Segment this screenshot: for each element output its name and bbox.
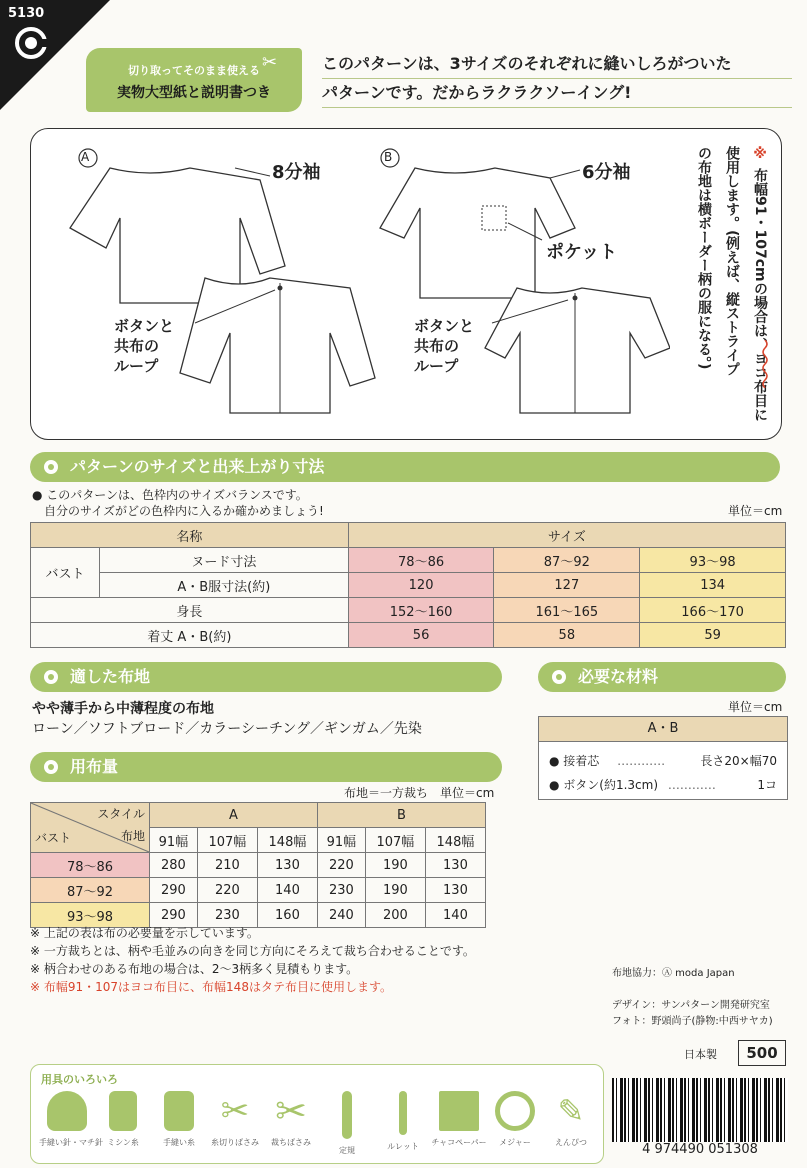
a-back-shirt	[180, 278, 375, 413]
intro-line-2: パターンです。だからラクラクソーイング!	[322, 79, 792, 108]
table-cell: 140	[425, 903, 485, 928]
table-cell: 130	[425, 853, 485, 878]
fabric-section-bar	[30, 662, 502, 692]
material-row	[539, 772, 787, 796]
garment-illustrations	[30, 128, 670, 438]
width-header: 148幅	[425, 828, 485, 853]
note-column-3: の布地は横ボーダー柄の服になる。)	[696, 146, 712, 370]
bullet-icon	[44, 760, 58, 774]
pincushion-icon	[47, 1091, 87, 1131]
table-header-size: サイズ	[348, 523, 785, 548]
scissors-icon: ✂	[262, 52, 278, 73]
chalk-paper-icon	[439, 1091, 479, 1131]
b-button-line-2: 共布の	[414, 337, 460, 355]
made-in-label: 日本製	[684, 1048, 717, 1061]
a-button-line-3: ループ	[114, 357, 159, 375]
table-cell: 190	[365, 853, 425, 878]
material-leader: …………	[617, 754, 666, 768]
wavy-underline-icon	[760, 340, 770, 388]
width-header: 107幅	[365, 828, 425, 853]
table-row	[31, 853, 486, 878]
fabric-grain-note	[676, 146, 776, 436]
a-sleeve-leader	[235, 168, 270, 176]
yardage-section-title: 用布量	[70, 757, 119, 776]
row-label: ヌード寸法	[100, 548, 349, 573]
table-cell: 161～165	[494, 598, 640, 623]
fabric-types: ローン／ソフトブロード／カラーシーチング／ギンガム／先染	[32, 721, 422, 737]
tool-ruler: 定規	[319, 1091, 375, 1156]
b-pocket-label: ポケット	[546, 242, 618, 263]
brand-logo-icon	[14, 26, 48, 60]
a-sleeve-label: 8分袖	[272, 162, 321, 183]
tool-pencil: ✎ えんぴつ	[543, 1091, 599, 1148]
row-label: A・B服寸法(約)	[100, 573, 349, 598]
table-cell: 160	[257, 903, 317, 928]
table-row	[31, 573, 786, 598]
table-cell: 58	[494, 623, 640, 648]
table-cell: 78～86	[348, 548, 494, 573]
table-cell: 210	[197, 853, 257, 878]
material-leader: …………	[667, 778, 716, 792]
size-section-title: パターンのサイズと出来上がり寸法	[70, 457, 325, 476]
tool-shears: ✂ 裁ちばさみ	[271, 1089, 311, 1147]
scissors-icon: ✂	[220, 1091, 250, 1131]
size-desc-1: ● このパターンは、色枠内のサイズバランスです。	[32, 488, 308, 502]
table-cell: 166～170	[640, 598, 786, 623]
barcode-digits: 4 974490 051308	[612, 1142, 788, 1157]
photo-credit: フォト：野頭尚子(静物:中西サヤカ)	[612, 1016, 773, 1027]
fabric-label: 布地	[120, 829, 145, 843]
b-button-line-1: ボタンと	[414, 317, 475, 335]
table-cell: 59	[640, 623, 786, 648]
bullet-icon	[552, 670, 566, 684]
table-cell: 190	[365, 878, 425, 903]
note-column-2: 使用します。(例えば、縦ストライプ	[724, 146, 740, 377]
table-cell: 240	[317, 903, 365, 928]
size-cell: 78～86	[31, 853, 150, 878]
size-table	[30, 522, 786, 648]
yardage-section-bar	[30, 752, 502, 782]
table-row	[31, 548, 786, 573]
b-marker: B	[384, 150, 393, 164]
a-marker: A	[81, 150, 90, 164]
note-column-1: 布幅91・107cmの場合は、ヨコ布目に	[752, 168, 768, 422]
material-name: ● ボタン(約1.3cm)	[549, 778, 659, 792]
shears-icon: ✂	[275, 1089, 307, 1133]
material-value: 1コ	[757, 778, 777, 792]
table-cell: 130	[257, 853, 317, 878]
table-cell: 230	[197, 903, 257, 928]
tool-hand-thread: 手縫い糸	[151, 1091, 207, 1148]
tool-sewing-thread: ミシン糸	[95, 1091, 151, 1148]
thread-spool-icon	[164, 1091, 194, 1131]
yardage-note-2: ※ 一方裁ちとは、柄や毛並みの向きを同じ方向にそろえて裁ち合わせることです。	[30, 944, 475, 958]
table-row	[31, 523, 786, 548]
table-cell: 290	[150, 878, 198, 903]
ruler-icon	[342, 1091, 352, 1139]
fabric-credit: 布地協力：Ⓐ moda Japan	[612, 968, 735, 979]
yardage-note-4: ※ 布幅91・107はヨコ布目に、布幅148はタテ布目に使用します。	[30, 980, 392, 994]
intro-text	[322, 50, 792, 108]
table-cell: 93～98	[640, 548, 786, 573]
tools-title: 用具のいろいろ	[41, 1073, 118, 1086]
style-label: スタイル	[97, 807, 145, 821]
a-button-dot	[278, 286, 283, 291]
thread-spool-icon	[109, 1091, 137, 1131]
table-cell: 290	[150, 903, 198, 928]
size-desc-2: 自分のサイズがどの色枠内に入るか確かめましょう!	[44, 504, 324, 518]
width-header: 107幅	[197, 828, 257, 853]
width-header: 91幅	[150, 828, 198, 853]
design-credit: デザイン：サンパターン開発研究室	[612, 1000, 770, 1011]
table-row	[31, 803, 486, 828]
b-back-shirt	[485, 288, 670, 413]
column-b: B	[317, 803, 485, 828]
yardage-table	[30, 802, 486, 928]
table-cell: 220	[317, 853, 365, 878]
tool-pincushion: 手縫い針・マチ針	[39, 1091, 95, 1148]
tools-panel	[30, 1064, 604, 1164]
barcode	[612, 1078, 788, 1142]
bust-label: バスト	[31, 548, 100, 598]
materials-section-title: 必要な材料	[578, 667, 659, 686]
table-corner	[31, 803, 150, 853]
table-cell: 152～160	[348, 598, 494, 623]
note-mark: ※	[752, 146, 768, 162]
pencil-icon: ✎	[557, 1092, 585, 1130]
table-cell: 140	[257, 878, 317, 903]
table-cell: 200	[365, 903, 425, 928]
tool-chalk-paper: チャコペーパー	[431, 1091, 487, 1148]
tag-title: 実物大型紙と説明書つき	[117, 85, 271, 101]
size-unit: 単位＝cm	[728, 504, 783, 518]
tracing-wheel-icon	[399, 1091, 407, 1135]
table-cell: 120	[348, 573, 494, 598]
material-value: 長さ20×幅70	[700, 754, 777, 768]
b-button-label	[414, 316, 474, 376]
fabric-weight: やや薄手から中薄程度の布地	[32, 701, 214, 717]
materials-header: A・B	[539, 717, 787, 742]
material-row	[539, 748, 787, 772]
table-cell: 220	[197, 878, 257, 903]
table-header-name: 名称	[31, 523, 349, 548]
fabric-section-title: 適した布地	[70, 667, 151, 686]
bust-label: バスト	[35, 831, 72, 845]
width-header: 148幅	[257, 828, 317, 853]
b-front-shirt	[380, 168, 575, 298]
table-row	[31, 878, 486, 903]
column-a: A	[150, 803, 318, 828]
tool-tape-measure: メジャー	[487, 1091, 543, 1148]
price-box: 500	[738, 1040, 786, 1066]
b-button-dot	[573, 296, 578, 301]
b-button-line-3: ループ	[414, 357, 459, 375]
table-cell: 134	[640, 573, 786, 598]
size-section-bar	[30, 452, 780, 482]
size-cell: 93～98	[31, 903, 150, 928]
table-cell: 230	[317, 878, 365, 903]
pattern-code: 5130	[8, 6, 45, 21]
a-button-line-1: ボタンと	[114, 317, 175, 335]
yardage-note-1: ※ 上記の表は布の必要量を示しています。	[30, 926, 259, 940]
table-cell: 130	[425, 878, 485, 903]
intro-line-1: このパターンは、3サイズのそれぞれに縫いしろがついた	[322, 50, 792, 79]
width-header: 91幅	[317, 828, 365, 853]
bullet-icon	[44, 460, 58, 474]
yardage-unit: 布地＝一方裁ち 単位＝cm	[344, 786, 495, 800]
yardage-note-3: ※ 柄合わせのある布地の場合は、2～3柄多く見積もります。	[30, 962, 359, 976]
size-cell: 87～92	[31, 878, 150, 903]
a-button-line-2: 共布の	[114, 337, 160, 355]
b-sleeve-label: 6分袖	[582, 162, 631, 183]
tool-thread-scissors: ✂ 糸切りばさみ	[211, 1091, 259, 1147]
table-cell: 56	[348, 623, 494, 648]
materials-box	[538, 716, 788, 800]
row-label: 着丈 A・B(約)	[31, 623, 349, 648]
materials-unit: 単位＝cm	[728, 700, 783, 714]
tool-tracing-wheel: ルレット	[375, 1091, 431, 1152]
table-cell: 127	[494, 573, 640, 598]
tape-measure-icon	[495, 1091, 535, 1131]
table-row	[31, 623, 786, 648]
material-name: ● 接着芯	[549, 754, 600, 768]
table-cell: 280	[150, 853, 198, 878]
materials-section-bar	[538, 662, 786, 692]
row-label: 身長	[31, 598, 349, 623]
bullet-icon	[44, 670, 58, 684]
b-sleeve-leader	[550, 170, 580, 178]
tag-subtitle: 切り取ってそのまま使える	[128, 64, 260, 77]
table-cell: 87～92	[494, 548, 640, 573]
table-row	[31, 598, 786, 623]
a-button-label	[114, 316, 174, 376]
